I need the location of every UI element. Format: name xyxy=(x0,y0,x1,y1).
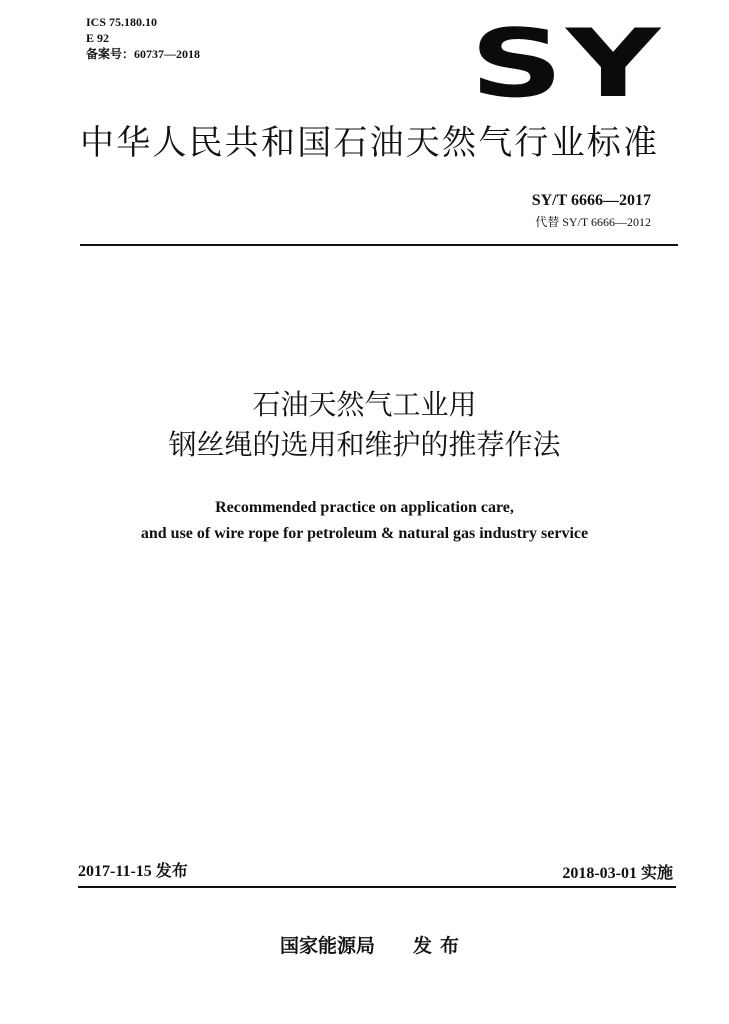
replaces-standard: 代替 SY/T 6666—2012 xyxy=(535,215,651,229)
footer-divider xyxy=(78,886,676,888)
header-divider xyxy=(80,244,678,246)
title-cn-line2: 钢丝绳的选用和维护的推荐作法 xyxy=(168,428,561,461)
implementation-date: 2018-03-01 实施 xyxy=(562,865,673,882)
title-cn-line1: 石油天然气工业用 xyxy=(252,388,477,421)
filing-number: 备案号：60737—2018 xyxy=(86,47,201,61)
issuer-name: 国家能源局 xyxy=(280,935,376,957)
ics-code: ICS 75.180.10 xyxy=(86,15,158,29)
title-en-line2: and use of wire rope for petroleum & natural gas industry service xyxy=(140,525,589,542)
org-title: 中华人民共和国石油天然气行业标准 xyxy=(80,123,660,163)
sy-logo: SY xyxy=(470,10,663,119)
classification-code: E 92 xyxy=(86,31,110,45)
standard-metadata xyxy=(86,14,200,62)
issuer-line xyxy=(280,934,467,958)
issuer-action: 发布 xyxy=(413,935,468,957)
title-en-line1: Recommended practice on application care, xyxy=(215,499,514,516)
standard-number: SY/T 6666—2017 xyxy=(531,192,651,209)
issue-date: 2017-11-15 发布 xyxy=(78,863,188,880)
